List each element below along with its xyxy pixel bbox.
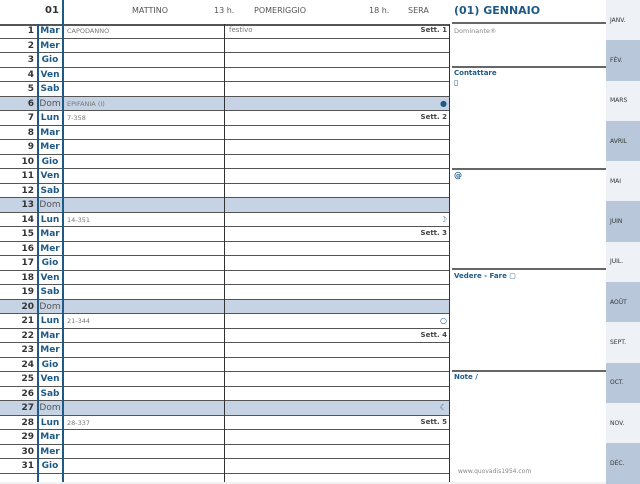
day-number: 27 (21, 403, 34, 414)
weekday: Mar (40, 330, 60, 341)
month-tab[interactable]: JUIL. (606, 242, 640, 282)
note-label: Note / (454, 373, 478, 381)
divider (62, 0, 64, 482)
month-number: 01 (45, 5, 59, 16)
month-tab[interactable]: AVRIL (606, 121, 640, 161)
day-number: 22 (21, 330, 34, 341)
day-row[interactable] (0, 227, 450, 242)
month-tab[interactable]: MAI (606, 161, 640, 201)
clipboard-icon: ▢ (509, 272, 516, 280)
month-tab[interactable]: DÉC. (606, 443, 640, 483)
dominante-label: Dominante® (454, 27, 497, 35)
weekday: Mer (40, 243, 60, 254)
weekday: Lun (40, 417, 60, 428)
day-row[interactable] (0, 155, 450, 170)
day-number: 29 (21, 432, 34, 443)
moon-phase-icon: ● (440, 98, 447, 108)
weekday: Ven (40, 272, 60, 283)
divider (224, 24, 225, 482)
weekday: Gio (41, 461, 59, 472)
weekday: Ven (40, 171, 60, 182)
weekday: Lun (40, 113, 60, 124)
day-number: 10 (21, 156, 34, 167)
week-number: Sett. 4 (420, 330, 447, 339)
weekday: Ven (40, 69, 60, 80)
month-title: (01) GENNAIO (454, 4, 541, 17)
day-row[interactable] (0, 372, 450, 387)
day-number: 1 (27, 26, 34, 36)
day-row[interactable] (0, 82, 450, 97)
week-number: Sett. 3 (420, 229, 447, 238)
day-number: 16 (21, 243, 34, 254)
month-tab[interactable]: NOV. (606, 403, 640, 443)
day-note: 28-337 (67, 418, 91, 427)
day-number: 7 (27, 113, 34, 124)
day-number: 23 (21, 345, 34, 356)
day-row[interactable] (0, 53, 450, 68)
moon-phase-icon: ○ (440, 316, 447, 326)
day-row[interactable] (0, 140, 450, 155)
day-number: 18 (21, 272, 34, 283)
day-number: 30 (21, 446, 34, 457)
day-row[interactable] (0, 68, 450, 83)
day-number: 24 (21, 359, 34, 370)
day-number: 25 (21, 374, 34, 385)
month-tab[interactable]: JUIN (606, 201, 640, 241)
day-number: 15 (21, 229, 34, 240)
pen-icon: / (475, 373, 478, 381)
divider (452, 22, 608, 24)
day-number: 4 (27, 69, 34, 80)
day-row[interactable] (0, 213, 450, 228)
pomeriggio-label: POMERIGGIO (254, 6, 307, 15)
day-number: 21 (21, 316, 34, 327)
weekday: Gio (41, 156, 59, 167)
day-number: 9 (27, 142, 34, 153)
day-number: 6 (27, 98, 34, 109)
day-row[interactable] (0, 445, 450, 460)
contattare-label: Contattare (454, 69, 497, 77)
month-tabs (606, 0, 640, 484)
day-row[interactable] (0, 430, 450, 445)
day-number: 11 (21, 171, 34, 182)
weekday: Sab (40, 84, 60, 95)
day-row[interactable] (0, 24, 450, 39)
weekday: Dom (39, 98, 61, 109)
day-number: 8 (27, 127, 34, 138)
divider (452, 370, 608, 372)
weekday: Lun (40, 316, 60, 327)
week-number: Sett. 1 (420, 26, 447, 34)
weekday: Ven (40, 374, 60, 385)
weekday: Mar (40, 26, 60, 36)
week-number: Sett. 2 (420, 113, 447, 122)
weekday: Dom (39, 403, 61, 414)
day-number: 2 (27, 40, 34, 51)
day-number: 19 (21, 287, 34, 298)
day-grid (0, 24, 450, 474)
h13-label: 13 h. (214, 6, 235, 15)
day-number: 12 (21, 185, 34, 196)
h18-label: 18 h. (369, 6, 390, 15)
day-number: 31 (21, 461, 34, 472)
day-note: 7-358 (67, 114, 86, 123)
divider (452, 268, 608, 270)
day-row[interactable] (0, 459, 450, 474)
sera-label: SERA (408, 6, 429, 15)
weekday: Gio (41, 55, 59, 66)
divider (449, 24, 450, 482)
day-row[interactable] (0, 416, 450, 431)
day-number: 5 (27, 84, 34, 95)
weekday: Lun (40, 214, 60, 225)
weekday: Sab (40, 185, 60, 196)
weekday: Gio (41, 258, 59, 269)
month-tab[interactable]: MARS (606, 81, 640, 121)
day-row[interactable] (0, 242, 450, 257)
weekday: Dom (39, 200, 61, 211)
day-number: 26 (21, 388, 34, 399)
month-tab[interactable]: SEPT. (606, 322, 640, 362)
day-row[interactable] (0, 387, 450, 402)
day-row[interactable] (0, 271, 450, 286)
weekday: Mar (40, 432, 60, 443)
day-row[interactable] (0, 169, 450, 184)
day-number: 20 (21, 301, 34, 312)
day-row[interactable] (0, 97, 450, 112)
day-row[interactable] (0, 256, 450, 271)
divider (37, 24, 39, 482)
moon-phase-icon: ☾ (439, 403, 447, 413)
day-row[interactable] (0, 285, 450, 300)
day-number: 28 (21, 417, 34, 428)
weekday: Sab (40, 287, 60, 298)
month-tab[interactable]: OCT. (606, 363, 640, 403)
weekday: Mar (40, 127, 60, 138)
week-number: Sett. 5 (420, 417, 447, 426)
month-tab[interactable]: FÉV. (606, 40, 640, 80)
day-note: 14-351 (67, 215, 91, 224)
day-row[interactable] (0, 300, 450, 315)
phone-icon: ▯ (454, 78, 459, 87)
at-icon: @ (454, 171, 462, 180)
weekday: Mer (40, 40, 60, 51)
weekday: Sab (40, 388, 60, 399)
divider (452, 66, 608, 68)
weekday: Mer (40, 446, 60, 457)
day-row[interactable] (0, 198, 450, 213)
day-row[interactable] (0, 329, 450, 344)
moon-phase-icon: ☽ (439, 214, 447, 224)
website-url: www.quovadis1954.com (458, 468, 532, 475)
day-row[interactable] (0, 39, 450, 54)
weekday: Mer (40, 142, 60, 153)
day-row[interactable] (0, 343, 450, 358)
day-row[interactable] (0, 401, 450, 416)
afternoon-note: festivo (229, 26, 253, 34)
day-note: EPIFANIA (I) (67, 99, 105, 108)
weekday: Mer (40, 345, 60, 356)
day-number: 13 (21, 200, 34, 211)
day-note: CAPODANNO (67, 27, 110, 35)
divider (452, 168, 608, 170)
month-tab[interactable]: JANV. (606, 0, 640, 40)
day-row[interactable] (0, 314, 450, 329)
vedere-fare-label: Vedere - Fare ▢ (454, 272, 516, 280)
mattino-label: MATTINO (132, 6, 169, 15)
month-tab[interactable]: AOÛT (606, 282, 640, 322)
day-row[interactable] (0, 184, 450, 199)
weekday: Gio (41, 359, 59, 370)
weekday: Dom (39, 301, 61, 312)
day-number: 17 (21, 258, 34, 269)
day-note: 21-344 (67, 317, 91, 326)
day-row[interactable] (0, 126, 450, 141)
header (0, 0, 450, 26)
day-row[interactable] (0, 358, 450, 373)
day-number: 3 (27, 55, 34, 66)
day-number: 14 (21, 214, 34, 225)
day-row[interactable] (0, 111, 450, 126)
weekday: Mar (40, 229, 60, 240)
